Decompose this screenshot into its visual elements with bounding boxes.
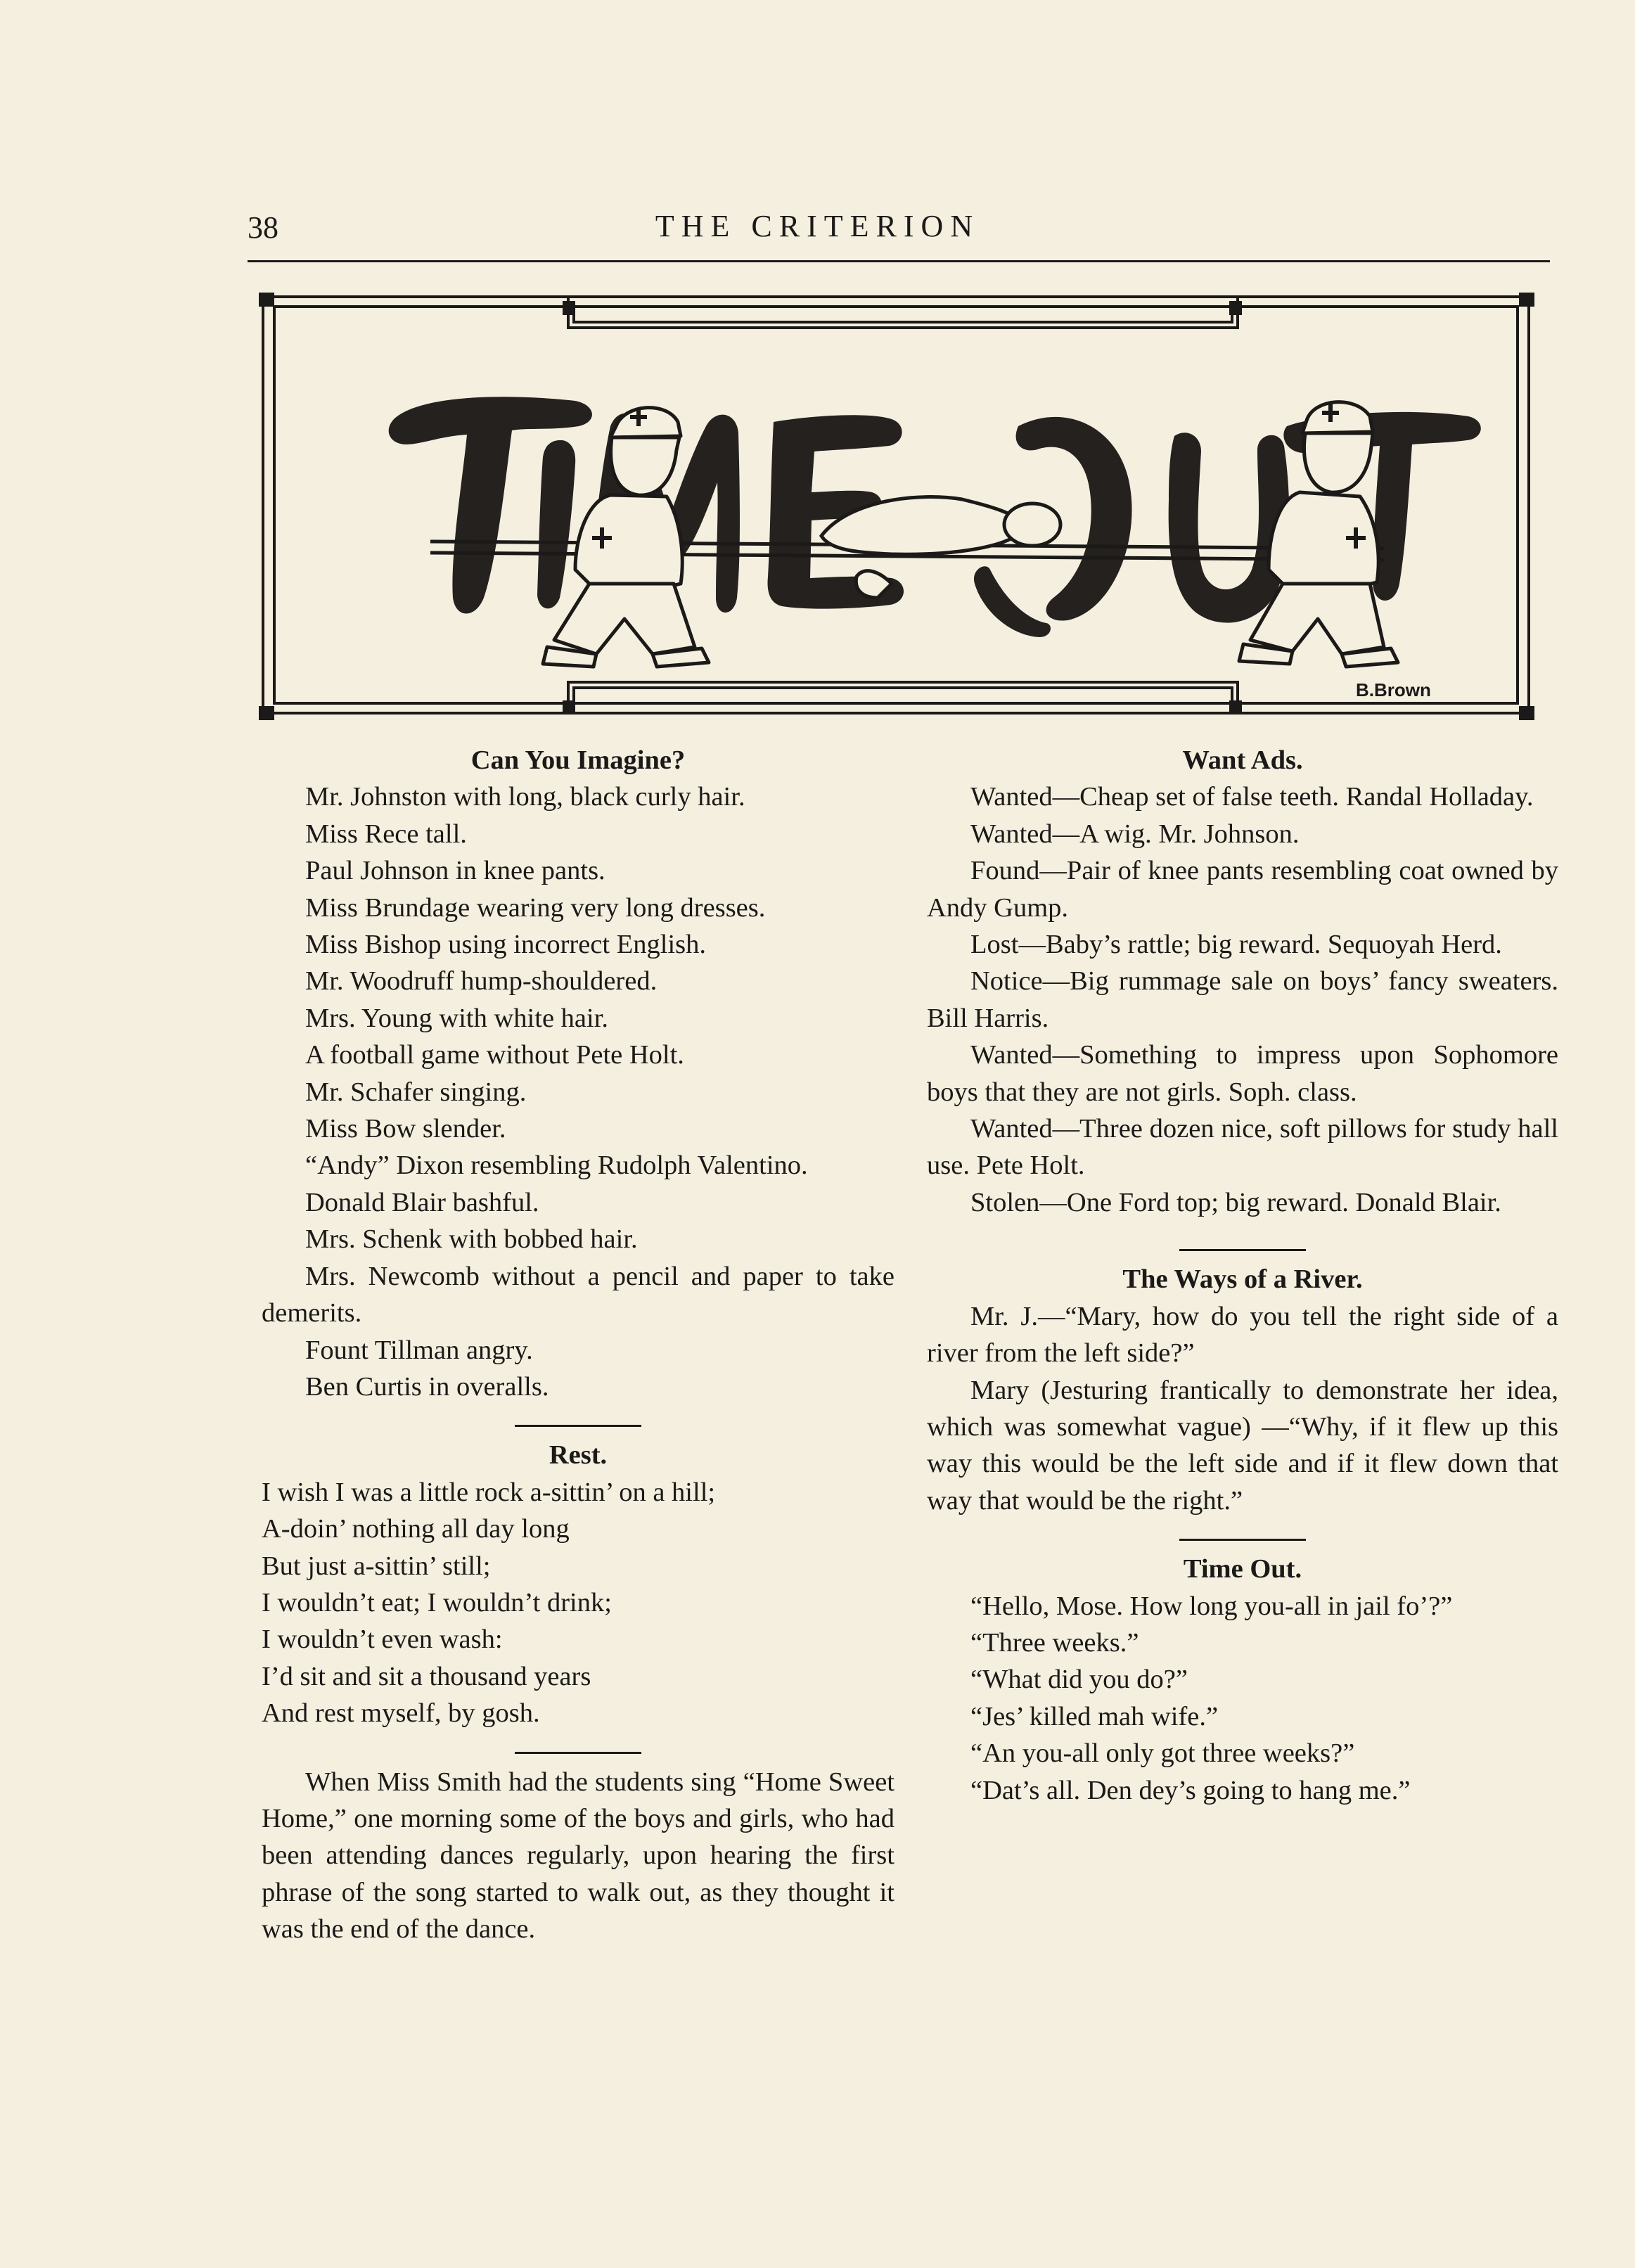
imagine-line: A football game without Pete Holt.: [305, 1040, 684, 1070]
river-paragraph: Mr. J.—“Mary, how do you tell the right side of a river from the left side?”: [927, 1301, 1558, 1369]
poem-line: I wish I was a little rock a-sittin’ on a hill;: [262, 1477, 716, 1507]
running-head: THE CRITERION: [655, 209, 980, 243]
header-rule: [248, 260, 1550, 262]
want-ad-item: Notice—Big rummage sale on boys’ fancy sweaters. Bill Harris.: [927, 966, 1558, 1033]
anecdote-paragraph: When Miss Smith had the students sing “Home Sweet Home,” one morning some of the boys and girls, who had been attending dances regularly, upon hearing the first phrase of the song started to walk out, as they thought it was the end of the dance.: [262, 1767, 895, 1945]
imagine-line: Mr. Schafer singing.: [305, 1077, 527, 1107]
imagine-line: Mr. Johnston with long, black curly hair.: [305, 782, 745, 812]
poem-line: A-doin’ nothing all day long: [262, 1514, 570, 1544]
time-out-title: Time Out.: [1183, 1554, 1302, 1584]
imagine-line: “Andy” Dixon resembling Rudolph Valentino.: [305, 1151, 808, 1181]
want-ad-item: Wanted—Cheap set of false teeth. Randal Holladay.: [970, 782, 1534, 812]
dialogue-line: “An you-all only got three weeks?”: [970, 1738, 1355, 1769]
imagine-title: Can You Imagine?: [470, 745, 686, 775]
imagine-line: Miss Bow slender.: [305, 1114, 506, 1144]
imagine-line: Paul Johnson in knee pants.: [305, 856, 605, 886]
imagine-line: Donald Blair bashful.: [305, 1187, 539, 1217]
rest-poem: [262, 1474, 895, 1732]
rest-title: Rest.: [549, 1440, 608, 1471]
dialogue-line: “Hello, Mose. How long you-all in jail fo’?”: [970, 1591, 1453, 1621]
river-title: The Ways of a River.: [1122, 1264, 1363, 1295]
want-ad-item: Found—Pair of knee pants resembling coat owned by Andy Gump.: [927, 856, 1558, 923]
want-ads-title: Want Ads.: [1182, 745, 1303, 775]
want-ad-item: Wanted—Three dozen nice, soft pillows for study hall use. Pete Holt.: [927, 1114, 1558, 1181]
poem-line: And rest myself, by gosh.: [262, 1698, 540, 1729]
dialogue-line: “Three weeks.”: [970, 1627, 1139, 1658]
poem-line: I’d sit and sit a thousand years: [262, 1661, 591, 1691]
right-column: [927, 742, 1558, 1809]
imagine-line: Miss Rece tall.: [305, 819, 467, 849]
dialogue-line: “Jes’ killed mah wife.”: [970, 1701, 1219, 1731]
left-column: [262, 742, 895, 1948]
want-ad-item: Wanted—A wig. Mr. Johnson.: [970, 819, 1300, 849]
poem-line: But just a-sittin’ still;: [262, 1551, 491, 1581]
want-ad-item: Wanted—Something to impress upon Sophomore boys that they are not girls. Soph. class.: [927, 1040, 1558, 1107]
imagine-line: Ben Curtis in overalls.: [305, 1371, 549, 1402]
imagine-line: Fount Tillman angry.: [305, 1335, 533, 1365]
imagine-line: Mr. Woodruff hump-shouldered.: [305, 966, 658, 997]
river-paragraph: Mary (Jesturing frantically to demonstrate her idea, which was somewhat vague) —“Why, if it flew up this way this would be the left side and if it flew down that way that would be the right.”: [927, 1375, 1558, 1516]
want-ad-item: Stolen—One Ford top; big reward. Donald Blair.: [970, 1187, 1501, 1217]
want-ad-item: Lost—Baby’s rattle; big reward. Sequoyah Herd.: [970, 930, 1502, 960]
imagine-line: Mrs. Newcomb without a pencil and paper to take demerits.: [262, 1261, 895, 1328]
time-out-banner: [259, 288, 1539, 727]
poem-line: I wouldn’t even wash:: [262, 1625, 503, 1655]
imagine-line: Miss Bishop using incorrect English.: [305, 930, 706, 960]
dialogue-line: “What did you do?”: [970, 1665, 1188, 1695]
dialogue-line: “Dat’s all. Den dey’s going to hang me.”: [970, 1775, 1411, 1805]
poem-line: I wouldn’t eat; I wouldn’t drink;: [262, 1587, 612, 1617]
page-number: 38: [248, 210, 278, 245]
imagine-line: Mrs. Young with white hair.: [305, 1003, 609, 1033]
imagine-line: Miss Brundage wearing very long dresses.: [305, 892, 766, 923]
banner-signature: B.Brown: [1356, 679, 1431, 700]
imagine-line: Mrs. Schenk with bobbed hair.: [305, 1224, 638, 1255]
